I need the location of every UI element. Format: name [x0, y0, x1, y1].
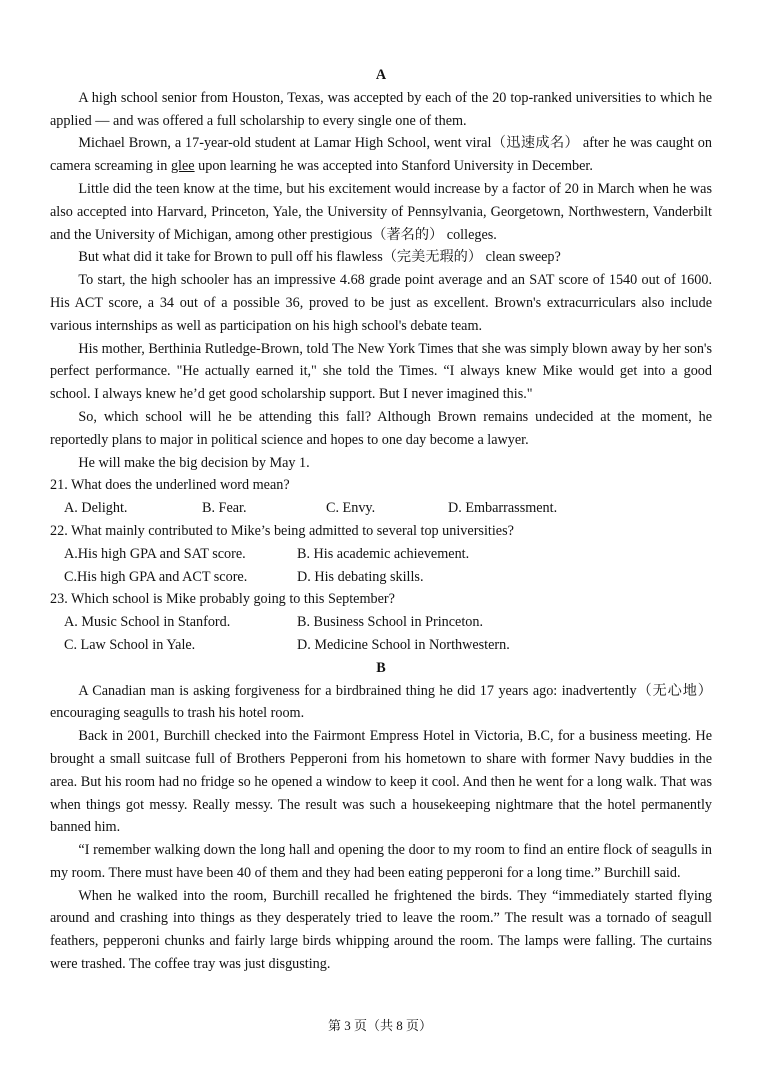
question-21-option-c: C. Envy. [326, 500, 376, 517]
question-23-option-a: A. Music School in Stanford. [64, 614, 231, 631]
question-21-option-b: B. Fear. [202, 500, 247, 517]
question-22-options-row-2 [50, 566, 712, 589]
passage-a-paragraph-5: To start, the high schooler has an impressive 4.68 grade point average and an SAT score of 1540 out of 1600. His ACT score, a 34 out of a possible 36, proved to be just as excellent. Brown's extracurriculars also include various internships as well as participation on his high school's debate team. [50, 272, 712, 334]
passage-b-paragraph-4: When he walked into the room, Burchill recalled he frightened the birds. They “immediately started flying around and crashing into things as they desperately tried to leave the room.” The result was a tornado of seagull feathers, pepperoni chunks and fairly large birds whipping around the room. The lamps were falling. The curtains were trashed. The coffee tray was just disgusting. [50, 887, 712, 973]
question-23-option-d: D. Medicine School in Northwestern. [297, 636, 510, 653]
paragraph-2-text-after: upon learning he was accepted into Stanford University in December. [194, 158, 593, 175]
question-22-option-d: D. His debating skills. [297, 568, 424, 585]
paragraph-2-text-before: Michael Brown, a 17-year-old student at Lamar High School, went viral（迅速成名） after he was caught on camera screaming in [50, 135, 712, 175]
passage-a-paragraph-6: His mother, Berthinia Rutledge-Brown, told The New York Times that she was simply blown away by her son's perfect performance. "He actually earned it," she told the Times. “I always knew Mike would get into a good school. I always knew he’d get good scholarship support. But I never imagined this." [50, 340, 712, 403]
passage-a-paragraph-3: Little did the teen know at the time, but his excitement would increase by a factor of 20 in March when he was also accepted into Harvard, Princeton, Yale, the University of Pennsylvania, Georgetown, Northwestern, Vanderbilt and the University of Michigan, among other prestigious（著名的） colleges. [50, 180, 712, 243]
question-21-stem: 21. What does the underlined word mean? [50, 477, 290, 494]
question-23-option-c: C. Law School in Yale. [64, 636, 196, 653]
passage-a-paragraph-1: A high school senior from Houston, Texas, was accepted by each of the 20 top-ranked universities to which he applied — and was offered a full scholarship to every single one of them. [50, 89, 712, 129]
passage-a-paragraph-8: He will make the big decision by May 1. [78, 454, 310, 471]
question-23-option-b: B. Business School in Princeton. [297, 614, 484, 631]
question-21-option-a: A. Delight. [64, 500, 128, 517]
question-21-options [50, 497, 712, 520]
question-22-option-a: A.His high GPA and SAT score. [64, 545, 246, 562]
question-22-option-b: B. His academic achievement. [297, 545, 470, 562]
passage-b-paragraph-3: “I remember walking down the long hall and opening the door to my room to find an entire flock of seagulls in my room. There must have been 40 of them and they had been eating pepperoni for a long time.” Burchill said. [50, 842, 712, 881]
passage-b-paragraph-1: A Canadian man is asking forgiveness for a birdbrained thing he did 17 years ago: inadvertently（无心地） encouraging seagulls to trash his hotel room. [50, 682, 712, 722]
question-22-options-row-1 [50, 543, 712, 566]
question-23-options-row-2 [50, 634, 712, 657]
page-number-footer: 第 3 页（共 8 页） [327, 1018, 432, 1033]
passage-a-paragraph-2 [50, 132, 712, 178]
passage-a-paragraph-7: So, which school will he be attending this fall? Although Brown remains undecided at the moment, he reportedly plans to major in political science and hopes to one day become a lawyer. [50, 408, 712, 448]
question-22-option-c: C.His high GPA and ACT score. [64, 568, 248, 585]
question-23-stem: 23. Which school is Mike probably going to this September? [50, 591, 395, 608]
section-a-title: A [375, 67, 387, 83]
section-b-title: B [376, 659, 386, 676]
underlined-word: glee [170, 158, 195, 175]
passage-b-paragraph-2: Back in 2001, Burchill checked into the Fairmont Empress Hotel in Victoria, B.C, for a business meeting. He brought a small suitcase full of Brothers Pepperoni from his hometown to share with former Navy buddies in the area. But his room had no fridge so he opened a window to keep it cool. And then he went for a long walk. That was when things got messy. Really messy. The result was such a housekeeping nightmare that the hotel permanently banned him. [50, 728, 712, 836]
passage-a-paragraph-4: But what did it take for Brown to pull off his flawless（完美无瑕的） clean sweep? [78, 249, 561, 266]
question-23-options-row-1 [50, 611, 712, 634]
question-22-stem: 22. What mainly contributed to Mike’s being admitted to several top universities? [50, 522, 514, 539]
question-21-option-d: D. Embarrassment. [448, 500, 558, 517]
